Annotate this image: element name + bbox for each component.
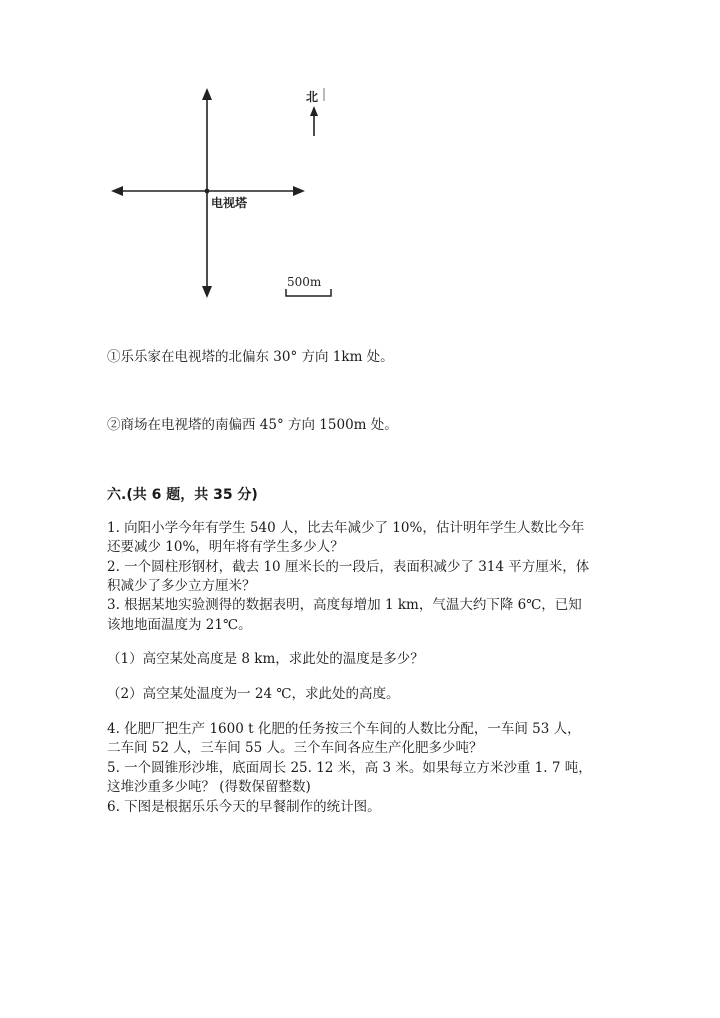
question-5-line-1: 5. 一个圆锥形沙堆，底面周长 25. 12 米，高 3 米。如果每立方米沙重 1. 7 吨，: [107, 760, 592, 776]
center-dot: [205, 189, 210, 194]
north-arrowhead: [202, 88, 212, 100]
question-6-line-1: 6. 下图是根据乐乐今天的早餐制作的统计图。: [107, 799, 381, 815]
center-label: 电视塔: [211, 196, 248, 210]
north-indicator-arrowhead: [310, 106, 318, 116]
scale-label: 500m: [287, 275, 322, 289]
question-3-line-1: 3. 根据某地实验测得的数据表明，高度每增加 1 km，气温大约下降 6℃，已知: [107, 597, 582, 613]
question-1-line-2: 还要减少 10%，明年将有学生多少人？: [107, 539, 344, 555]
section-heading: 六.(共 6 题，共 35 分): [107, 487, 258, 503]
direction-diagram: [0, 0, 720, 320]
map-item-1: ①乐乐家在电视塔的北偏东 30° 方向 1km 处。: [107, 349, 394, 365]
question-5-line-2: 这堆沙重多少吨？ (得数保留整数): [107, 779, 311, 795]
question-1-line-1: 1. 向阳小学今年有学生 540 人，比去年减少了 10%，估计明年学生人数比今年: [107, 520, 585, 536]
question-2-line-2: 积减少了多少立方厘米？: [107, 578, 256, 594]
question-4-line-1: 4. 化肥厂把生产 1600 t 化肥的任务按三个车间的人数比分配，一车间 53 人，: [107, 721, 581, 737]
south-arrowhead: [202, 286, 212, 298]
map-item-2: ②商场在电视塔的南偏西 45° 方向 1500m 处。: [107, 417, 398, 433]
west-arrowhead: [111, 186, 123, 196]
question-3-sub-1: （1）高空某处高度是 8 km，求此处的温度是多少？: [107, 651, 424, 667]
question-4-line-2: 二车间 52 人，三车间 55 人。三个车间各应生产化肥多少吨？: [107, 740, 483, 756]
north-label: 北: [306, 90, 319, 104]
question-3-sub-2: （2）高空某处温度为一 24 ℃，求此处的高度。: [107, 686, 400, 702]
question-2-line-1: 2. 一个圆柱形钢材，截去 10 厘米长的一段后，表面积减少了 314 平方厘米，体: [107, 559, 590, 575]
scale-bar: [286, 289, 331, 296]
east-arrowhead: [293, 186, 305, 196]
question-3-line-2: 该地地面温度为 21℃。: [107, 617, 252, 633]
